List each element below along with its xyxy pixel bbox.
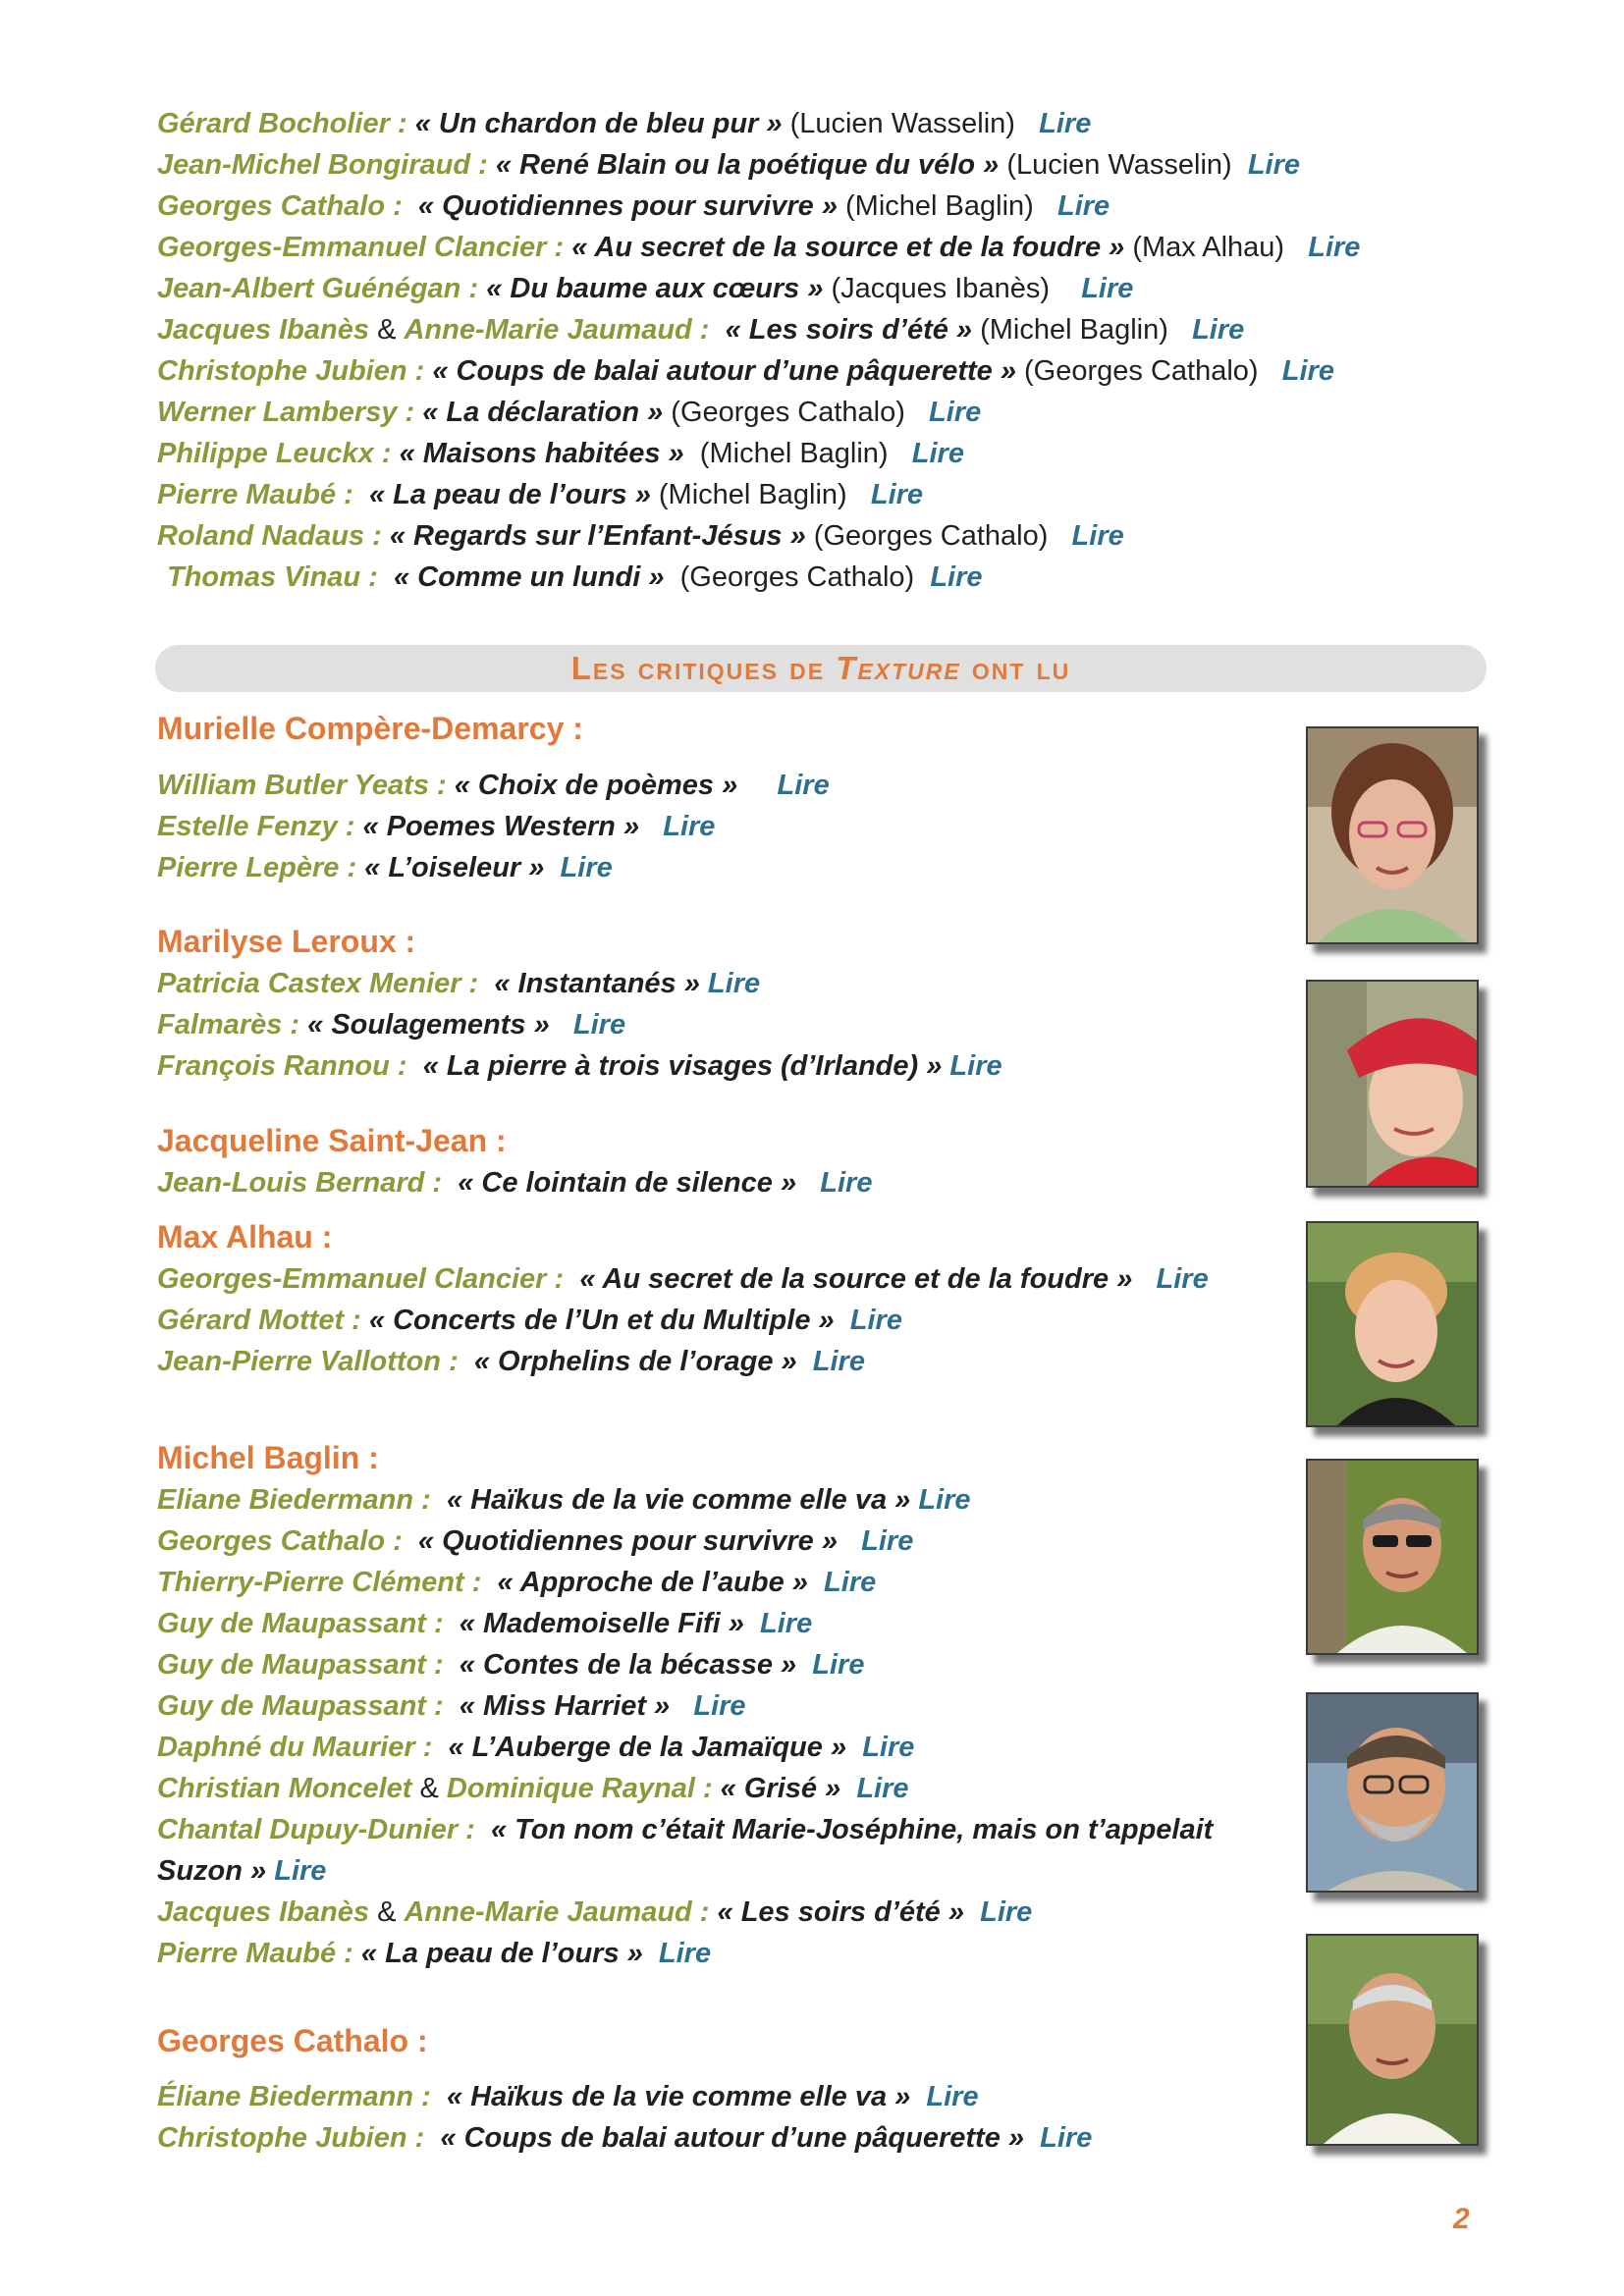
book-title: « Instantanés »	[494, 968, 700, 999]
critic-heading: Marilyse Leroux :	[157, 924, 416, 959]
critic-heading: Murielle Compère-Demarcy :	[157, 711, 583, 746]
book-title: « Approche de l’aube »	[497, 1567, 808, 1598]
critic-portrait-photo	[1306, 1934, 1479, 2146]
critic-portrait-photo	[1306, 1221, 1479, 1427]
book-title: « Contes de la bécasse »	[459, 1649, 797, 1681]
list-item	[157, 1810, 1213, 1849]
author-name: Daphné du Maurier :	[157, 1732, 433, 1763]
read-link[interactable]: Lire	[856, 1773, 909, 1804]
author-name: Pierre Maubé :	[157, 479, 353, 510]
read-link[interactable]: Lire	[693, 1690, 746, 1722]
critic-name: (Georges Cathalo)	[672, 561, 915, 593]
critic-portrait-photo	[1306, 1692, 1479, 1893]
author-name: Georges Cathalo :	[157, 1525, 403, 1557]
list-item	[157, 1604, 812, 1643]
critic-name: (Michel Baglin)	[650, 479, 847, 510]
book-title: « Maisons habitées »	[399, 438, 684, 469]
author-name: Georges-Emmanuel Clancier :	[157, 232, 565, 263]
book-title: « Miss Harriet »	[459, 1690, 671, 1722]
list-item	[157, 1769, 909, 1808]
read-link[interactable]: Lire	[1192, 314, 1245, 346]
book-title: « La peau de l’ours »	[360, 1938, 643, 1969]
read-link[interactable]: Lire	[870, 479, 924, 510]
critic-name: (Michel Baglin)	[691, 438, 889, 469]
author-name: Chantal Dupuy-Dunier :	[157, 1814, 475, 1845]
read-link[interactable]: Lire	[572, 1009, 626, 1041]
ampersand: &	[377, 314, 397, 346]
critic-name: (Lucien Wasselin)	[999, 149, 1232, 181]
read-link[interactable]: Lire	[760, 1608, 813, 1639]
list-item	[157, 516, 1124, 556]
list-item	[157, 1005, 625, 1044]
ampersand: &	[419, 1773, 439, 1804]
read-link[interactable]: Lire	[861, 1525, 914, 1557]
book-title: « Grisé »	[720, 1773, 841, 1804]
book-title: « Coups de balai autour d’une pâquerette »	[440, 2122, 1025, 2154]
author-name: Pierre Lepère :	[157, 852, 357, 883]
author-name: Jacques Ibanès	[157, 314, 369, 346]
author-name: Thierry-Pierre Clément :	[157, 1567, 482, 1598]
book-title: « Regards sur l’Enfant-Jésus »	[389, 520, 806, 552]
author-name: Falmarès :	[157, 1009, 300, 1041]
author-name: Guy de Maupassant :	[157, 1649, 444, 1681]
read-link[interactable]: Lire	[930, 561, 983, 593]
read-link[interactable]: Lire	[1081, 273, 1134, 304]
list-item-continued	[157, 1851, 326, 1891]
read-link[interactable]: Lire	[274, 1855, 327, 1887]
list-item	[157, 848, 613, 887]
book-title-continued: Suzon »	[157, 1855, 267, 1887]
list-item	[157, 1163, 872, 1202]
critic-portrait-photo	[1306, 1459, 1479, 1655]
author-name: Christophe Jubien :	[157, 2122, 425, 2154]
book-title: « Du baume aux cœurs »	[486, 273, 824, 304]
list-item	[157, 1342, 865, 1381]
read-link[interactable]: Lire	[560, 852, 613, 883]
author-name: Jean-Louis Bernard :	[157, 1167, 443, 1199]
list-item	[157, 145, 1300, 185]
list-item	[157, 351, 1334, 391]
list-item	[157, 2118, 1092, 2158]
book-title: « Soulagements »	[307, 1009, 550, 1041]
critic-heading: Max Alhau :	[157, 1219, 333, 1255]
author-name: Guy de Maupassant :	[157, 1690, 444, 1722]
read-link[interactable]: Lire	[1056, 190, 1110, 222]
list-item	[157, 1934, 711, 1973]
author-name: François Rannou :	[157, 1050, 407, 1082]
author-name: William Butler Yeats :	[157, 770, 447, 801]
read-link[interactable]: Lire	[707, 968, 761, 999]
book-title: « La peau de l’ours »	[368, 479, 651, 510]
read-link[interactable]: Lire	[658, 1938, 712, 1969]
author-name: Werner Lambersy :	[157, 397, 415, 428]
critic-name: (Georges Cathalo)	[1015, 355, 1259, 387]
book-title: « L’Auberge de la Jamaïque »	[448, 1732, 847, 1763]
book-title: « Au secret de la source et de la foudre »	[571, 232, 1125, 263]
read-link[interactable]: Lire	[1040, 2122, 1093, 2154]
read-link[interactable]: Lire	[1281, 355, 1334, 387]
list-item	[157, 1563, 876, 1602]
book-title: « Les soirs d’été »	[717, 1896, 964, 1928]
read-link[interactable]: Lire	[1071, 520, 1124, 552]
author-name-2: Anne-Marie Jaumaud :	[404, 314, 710, 346]
list-item	[157, 1645, 864, 1684]
list-item	[157, 1046, 1002, 1086]
read-link[interactable]: Lire	[1308, 232, 1361, 263]
list-item	[157, 1259, 1209, 1299]
critic-name: (Georges Cathalo)	[805, 520, 1049, 552]
author-name: Christophe Jubien :	[157, 355, 425, 387]
list-item	[157, 187, 1110, 226]
author-name: Jacques Ibanès	[157, 1896, 369, 1928]
author-name: Christian Moncelet	[157, 1773, 412, 1804]
list-item	[157, 310, 1244, 349]
book-title: « Quotidiennes pour survivre »	[417, 1525, 838, 1557]
read-link[interactable]: Lire	[918, 1484, 971, 1516]
book-title: « René Blain ou la poétique du vélo »	[495, 149, 1000, 181]
book-title: « La pierre à trois visages (d’Irlande) »	[422, 1050, 943, 1082]
author-name-2: Dominique Raynal :	[446, 1773, 713, 1804]
author-name: Gérard Bocholier :	[157, 108, 407, 139]
read-link[interactable]: Lire	[1247, 149, 1301, 181]
list-item	[157, 434, 964, 473]
critic-heading: Georges Cathalo :	[157, 2023, 428, 2058]
read-link[interactable]: Lire	[812, 1649, 865, 1681]
book-title: « Coups de balai autour d’une pâquerette »	[432, 355, 1016, 387]
list-item	[157, 1522, 913, 1561]
read-link[interactable]: Lire	[1039, 108, 1092, 139]
ampersand: &	[377, 1896, 397, 1928]
read-link[interactable]: Lire	[824, 1567, 877, 1598]
critic-heading: Jacqueline Saint-Jean :	[157, 1123, 507, 1158]
list-item	[157, 807, 715, 846]
critic-name: (Jacques Ibanès)	[823, 273, 1050, 304]
list-item	[157, 393, 981, 432]
list-item	[157, 1728, 914, 1767]
list-item	[157, 2077, 979, 2116]
list-item	[157, 269, 1133, 308]
list-item	[157, 104, 1091, 143]
list-item	[157, 766, 830, 805]
book-title: « Un chardon de bleu pur »	[414, 108, 783, 139]
read-link[interactable]: Lire	[980, 1896, 1033, 1928]
read-link[interactable]: Lire	[929, 397, 982, 428]
book-title: « La déclaration »	[422, 397, 664, 428]
list-item	[157, 1480, 971, 1520]
critic-name: (Lucien Wasselin)	[782, 108, 1015, 139]
book-title: « Choix de poèmes »	[454, 770, 738, 801]
book-title: « Orphelins de l’orage »	[473, 1346, 797, 1377]
list-item	[167, 558, 983, 597]
author-name-2: Anne-Marie Jaumaud :	[404, 1896, 710, 1928]
author-name: Patricia Castex Menier :	[157, 968, 479, 999]
read-link[interactable]: Lire	[820, 1167, 873, 1199]
section-title: Les critiques de Texture ont lu	[570, 650, 1071, 686]
list-item	[157, 1893, 1032, 1932]
author-name: Guy de Maupassant :	[157, 1608, 444, 1639]
page-number: 2	[1453, 2203, 1470, 2235]
author-name: Gérard Mottet :	[157, 1305, 361, 1336]
list-item	[157, 1301, 902, 1340]
critic-portrait-photo	[1306, 980, 1479, 1188]
author-name: Estelle Fenzy :	[157, 811, 355, 842]
book-title: « L’oiseleur »	[364, 852, 545, 883]
author-name: Pierre Maubé :	[157, 1938, 353, 1969]
read-link[interactable]: Lire	[849, 1305, 902, 1336]
list-item	[157, 964, 760, 1003]
author-name: Jean-Pierre Vallotton :	[157, 1346, 459, 1377]
list-item	[157, 228, 1360, 267]
read-link[interactable]: Lire	[949, 1050, 1002, 1082]
author-name: Roland Nadaus :	[157, 520, 382, 552]
book-title: « Comme un lundi »	[393, 561, 665, 593]
book-title: « Ton nom c’était Marie-Joséphine, mais on t’appelait	[490, 1814, 1214, 1845]
critic-heading: Michel Baglin :	[157, 1440, 379, 1475]
read-link[interactable]: Lire	[926, 2081, 979, 2112]
author-name: Jean-Albert Guénégan :	[157, 273, 479, 304]
book-title: « Quotidiennes pour survivre »	[417, 190, 838, 222]
author-name: Thomas Vinau :	[167, 561, 378, 593]
book-title: « Haïkus de la vie comme elle va »	[446, 1484, 911, 1516]
author-name: Philippe Leuckx :	[157, 438, 392, 469]
read-link[interactable]: Lire	[911, 438, 964, 469]
book-title: « Les soirs d’été »	[725, 314, 973, 346]
read-link[interactable]: Lire	[1156, 1263, 1209, 1295]
read-link[interactable]: Lire	[862, 1732, 915, 1763]
book-title: « Mademoiselle Fifi »	[459, 1608, 744, 1639]
read-link[interactable]: Lire	[812, 1346, 865, 1377]
critic-name: (Michel Baglin)	[837, 190, 1034, 222]
read-link[interactable]: Lire	[663, 811, 716, 842]
critic-name: (Max Alhau)	[1124, 232, 1285, 263]
author-name: Georges-Emmanuel Clancier :	[157, 1263, 565, 1295]
author-name: Eliane Biedermann :	[157, 1484, 431, 1516]
critic-portrait-photo	[1306, 726, 1479, 944]
book-title: « Ce lointain de silence »	[458, 1167, 797, 1199]
list-item	[157, 1686, 746, 1726]
critic-name: (Michel Baglin)	[972, 314, 1168, 346]
book-title: « Au secret de la source et de la foudre »	[579, 1263, 1133, 1295]
section-banner	[155, 645, 1487, 692]
book-title: « Haïkus de la vie comme elle va »	[446, 2081, 911, 2112]
author-name: Jean-Michel Bongiraud :	[157, 149, 488, 181]
author-name: Georges Cathalo :	[157, 190, 403, 222]
book-title: « Poemes Western »	[362, 811, 640, 842]
read-link[interactable]: Lire	[777, 770, 830, 801]
critic-name: (Georges Cathalo)	[663, 397, 905, 428]
list-item	[157, 475, 923, 514]
book-title: « Concerts de l’Un et du Multiple »	[368, 1305, 835, 1336]
author-name: Éliane Biedermann :	[157, 2081, 431, 2112]
